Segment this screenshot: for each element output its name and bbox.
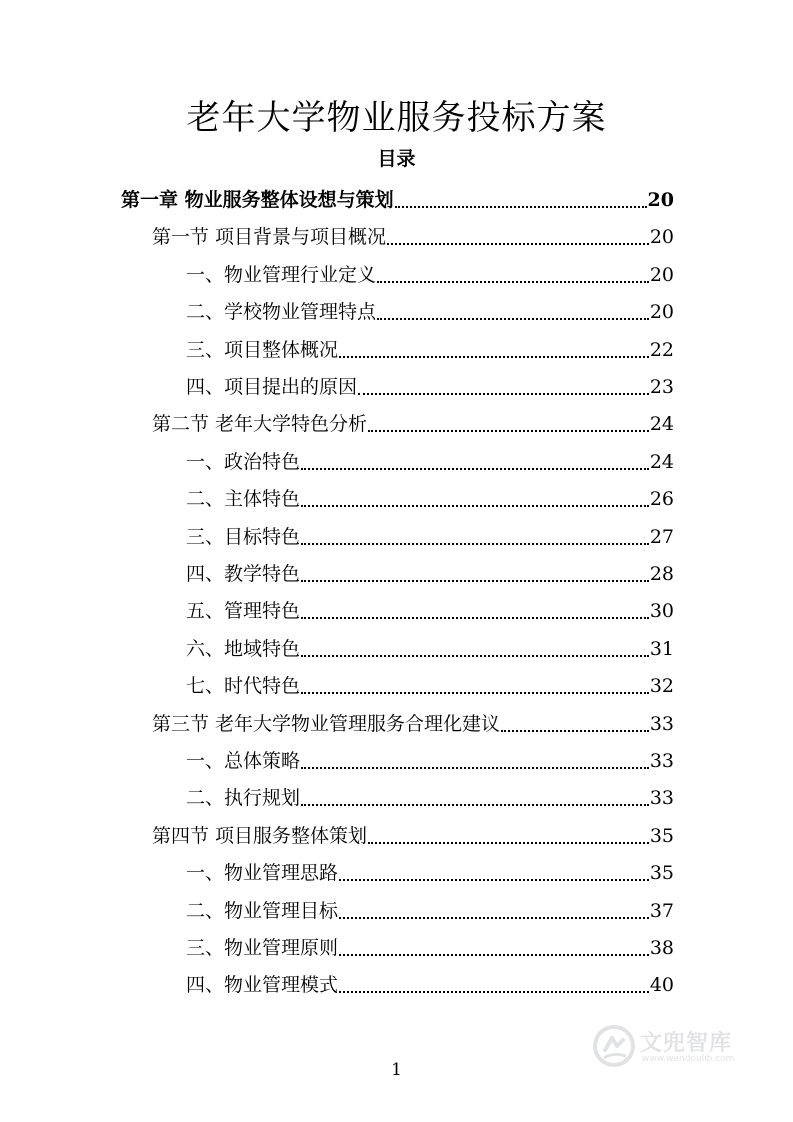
- toc-entry-page: 20: [649, 263, 674, 286]
- toc-entry-label: 二、主体特色: [186, 488, 301, 511]
- toc-entry-page: 28: [649, 563, 674, 585]
- toc-entry-page: 20: [649, 226, 674, 249]
- toc-entry-label: 七、时代特色: [186, 675, 301, 698]
- toc-leader-dots: [301, 543, 649, 545]
- toc-entry-page: 22: [649, 338, 674, 361]
- toc-entry-page: 23: [649, 376, 674, 398]
- toc-entry-page: 20: [647, 189, 674, 211]
- toc-entry-item[interactable]: [186, 519, 674, 549]
- toc-entry-item[interactable]: [186, 855, 674, 885]
- toc-leader-dots: [301, 468, 649, 470]
- toc-entry-label: 四、物业管理模式: [186, 974, 339, 997]
- toc-entry-label: 第一节 项目背景与项目概况: [152, 226, 387, 249]
- toc-entry-page: 24: [649, 450, 674, 473]
- toc-entry-label: 第三节 老年大学物业管理服务合理化建议: [152, 712, 501, 735]
- toc-entry-chapter[interactable]: [121, 182, 674, 212]
- toc-entry-item[interactable]: [186, 631, 674, 661]
- toc-entry-page: 35: [649, 824, 674, 847]
- toc-leader-dots: [377, 281, 649, 283]
- toc-entry-label: 第一章 物业服务整体设想与策划: [121, 189, 394, 211]
- toc-entry-item[interactable]: [186, 893, 674, 923]
- toc-entry-label: 一、政治特色: [186, 450, 301, 473]
- toc-entry-page: 33: [649, 712, 674, 735]
- document-title: 老年大学物业服务投标方案: [186, 98, 607, 138]
- toc-entry-section[interactable]: [152, 706, 674, 736]
- toc-entry-item[interactable]: [186, 369, 674, 399]
- toc-entry-page: 37: [649, 899, 674, 922]
- toc-entry-page: 33: [649, 750, 674, 772]
- toc-leader-dots: [368, 430, 649, 432]
- toc-leader-dots: [301, 767, 649, 769]
- toc-leader-dots: [301, 505, 649, 507]
- toc-entry-item[interactable]: [186, 668, 674, 698]
- toc-entry-item[interactable]: [186, 930, 674, 960]
- toc-entry-section[interactable]: [152, 219, 674, 249]
- toc-leader-dots: [368, 842, 649, 844]
- toc-entry-page: 40: [649, 974, 674, 997]
- toc-heading: 目录: [377, 148, 416, 170]
- toc-entry-label: 二、物业管理目标: [186, 899, 339, 922]
- toc-leader-dots: [339, 991, 649, 993]
- toc-entry-item[interactable]: [186, 780, 674, 810]
- toc-entry-item[interactable]: [186, 444, 674, 474]
- toc-entry-label: 五、管理特色: [186, 600, 301, 623]
- toc-entry-item[interactable]: [186, 481, 674, 511]
- toc-leader-dots: [339, 356, 649, 358]
- toc-leader-dots: [301, 580, 649, 582]
- toc-entry-item[interactable]: [186, 593, 674, 623]
- toc-entry-item[interactable]: [186, 332, 674, 362]
- toc-entry-label: 一、总体策略: [186, 750, 301, 772]
- toc-entry-section[interactable]: [152, 818, 674, 848]
- toc-leader-dots: [301, 655, 649, 657]
- toc-entry-item[interactable]: [186, 294, 674, 324]
- toc-entry-label: 第二节 老年大学特色分析: [152, 413, 368, 436]
- page-number: 1: [391, 1060, 402, 1080]
- toc-leader-dots: [301, 617, 649, 619]
- toc-entry-section[interactable]: [152, 406, 674, 436]
- toc-entry-page: 33: [649, 787, 674, 810]
- toc-leader-dots: [301, 804, 649, 806]
- toc-entry-label: 三、目标特色: [186, 525, 301, 548]
- toc-entry-label: 四、项目提出的原因: [186, 376, 358, 398]
- toc-entry-page: 31: [649, 637, 674, 660]
- toc-leader-dots: [501, 730, 649, 732]
- toc-entry-label: 三、项目整体概况: [186, 338, 339, 361]
- toc-leader-dots: [339, 954, 649, 956]
- toc-leader-dots: [339, 879, 649, 881]
- toc-entry-page: 38: [649, 937, 674, 959]
- toc-leader-dots: [339, 917, 649, 919]
- toc-entry-page: 35: [649, 862, 674, 885]
- toc-entry-page: 20: [649, 301, 674, 324]
- toc-leader-dots: [301, 692, 649, 694]
- toc-entry-label: 第四节 项目服务整体策划: [152, 824, 368, 847]
- toc-leader-dots: [387, 243, 649, 245]
- toc-entry-item[interactable]: [186, 556, 674, 586]
- toc-entry-page: 30: [649, 600, 674, 623]
- toc-entry-page: 27: [649, 525, 674, 548]
- watermark-url: www.wendoulib.com: [642, 1054, 735, 1064]
- toc-entry-label: 一、物业管理思路: [186, 862, 339, 885]
- watermark-text: 文兜智库: [640, 1031, 733, 1056]
- toc-entry-item[interactable]: [186, 743, 674, 773]
- toc-leader-dots: [395, 206, 647, 208]
- toc-entry-label: 六、地域特色: [186, 637, 301, 660]
- toc-leader-dots: [377, 318, 649, 320]
- toc-entry-label: 二、执行规划: [186, 787, 301, 810]
- toc-entry-item[interactable]: [186, 257, 674, 287]
- toc-leader-dots: [358, 393, 649, 395]
- toc-entry-page: 32: [649, 675, 674, 698]
- toc-entry-label: 一、物业管理行业定义: [186, 263, 377, 286]
- toc-entry-item[interactable]: [186, 967, 674, 997]
- toc-entry-label: 四、教学特色: [186, 563, 301, 585]
- toc-entry-page: 24: [649, 413, 674, 436]
- toc-entry-label: 二、学校物业管理特点: [186, 301, 377, 324]
- toc-entry-page: 26: [649, 488, 674, 511]
- toc-entry-label: 三、物业管理原则: [186, 937, 339, 959]
